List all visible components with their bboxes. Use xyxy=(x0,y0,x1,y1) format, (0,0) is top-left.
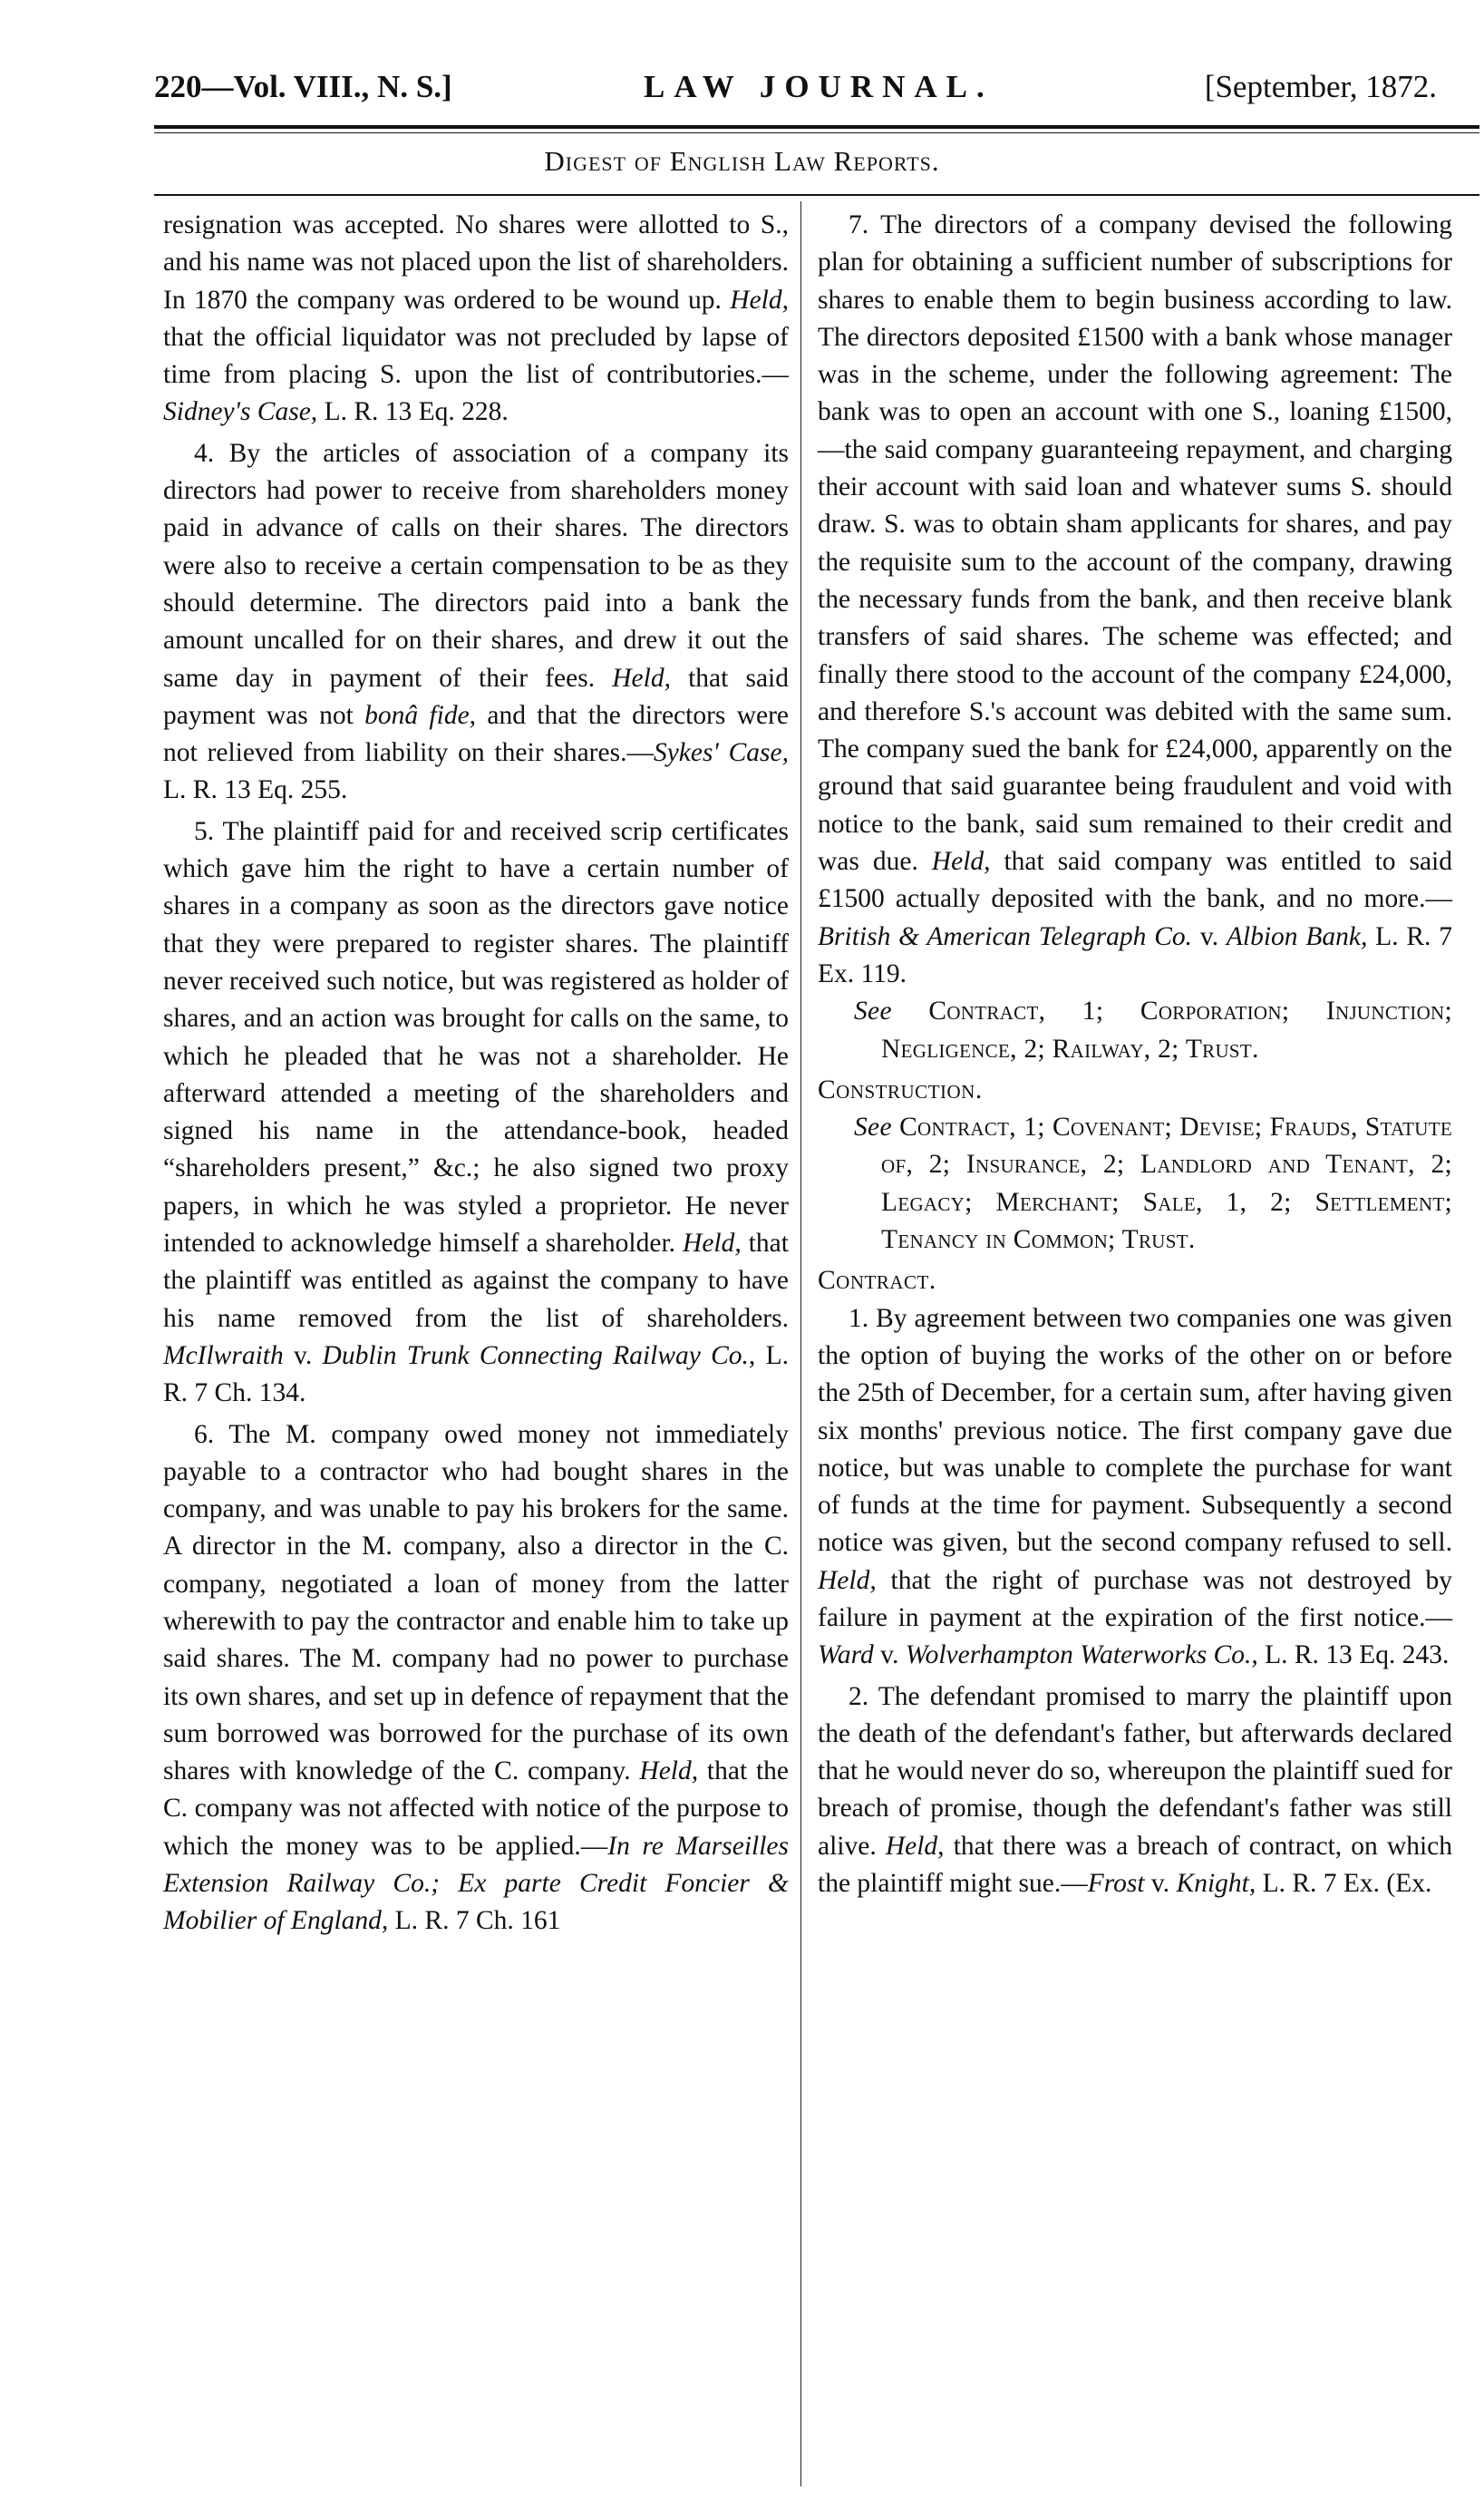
running-header xyxy=(154,62,1469,116)
text: that the official liquidator was not precluded by lapse of time from placing S. upon the list of contributories.— xyxy=(163,322,789,390)
versus: v. xyxy=(873,1640,906,1670)
held-label: Held, xyxy=(683,1229,742,1259)
versus: v. xyxy=(1144,1869,1177,1899)
contract-paragraph-1 xyxy=(818,1300,1452,1675)
text: and that the directors were not relieved from liability on their shares.— xyxy=(163,700,790,768)
held-label: Held, xyxy=(885,1831,945,1861)
text: 4. By the articles of association of a company its directors had power to receive from shareholders money paid in advance of calls on their shares. The directors were also to receive a certain compensation to be as they should determine. The directors paid into a bank the amount uncalled for on their shares, and drew it out the same day in payment of their fees. xyxy=(163,438,789,693)
text: 7. The directors of a company devised the following plan for obtaining a sufficient number of subscriptions for shares to enable them to begin business according to law. The directors deposited £1500 with a bank whose manager was in the scheme, under the following agreement: The bank was to open an account with one S., loaning £1500,—the said company guaranteeing repayment, and charging their account with said loan and whatever sums S. should draw. S. was to obtain sham applicants for shares, and pay the requisite sum to the account of the company, drawing the necessary funds from the bank, and then receive blank transfers of said shares. The scheme was effected; and finally there stood to the account of the company £24,000, and therefore S.'s account was debited with the same sum. The company sued the bank for £24,000, apparently on the ground that said guarantee being fraudulent and void with notice to the bank, said sum remained to their credit and was due. xyxy=(818,210,1452,877)
contract-paragraph-2 xyxy=(818,1678,1452,1903)
cross-reference xyxy=(818,1109,1452,1259)
cross-reference-list: Contract, 1; Covenant; Devise; Frauds, Statute of, 2; Insurance, 2; Landlord and Tenant, 2; Legacy; Merchant; Sale, 1, 2; Settlement; Tenancy in Common; Trust. xyxy=(881,1113,1452,1255)
text: 6. The M. company owed money not immediately payable to a contractor who had bought shares in the company, and was unable to pay his brokers for the same. A director in the M. company, also a director in the C. company, negotiated a loan of money from the latter wherewith to pay the contractor and enable him to take up said shares. The M. company had no power to purchase its own shares, and set up in defence of repayment that the sum borrowed was borrowed for the purchase of its own shares with knowledge of the C. company. xyxy=(163,1419,789,1786)
left-column xyxy=(163,207,789,1941)
section-title: Digest of English Law Reports. xyxy=(544,145,940,177)
header-journal-title: LAW JOURNAL. xyxy=(644,69,994,104)
case-citation: Sykes' Case, xyxy=(653,738,789,768)
text: that there was a breach of contract, on which the plaintiff might sue.— xyxy=(818,1831,1452,1899)
case-citation: Dublin Trunk Connecting Railway Co., xyxy=(322,1340,756,1370)
report-reference: L. R. 13 Eq. 243. xyxy=(1257,1640,1450,1670)
held-label: Held, xyxy=(730,285,789,315)
case-citation: Knight, xyxy=(1176,1869,1256,1899)
cross-reference xyxy=(818,993,1452,1068)
versus: v. xyxy=(1192,921,1227,951)
text: 1. By agreement between two companies one was given the option of buying the works of the other on or before the 25th of December, for a certain sum, after having given six months' previous notice. The first company gave due notice, but was unable to complete the purchase for want of funds at the time for payment. Subsequently a second notice was given, but the second company refused to sell. xyxy=(818,1303,1452,1558)
report-reference: L. R. 13 Eq. 228. xyxy=(317,397,509,427)
case-citation: In re Marseilles Extension Railway Co.; Ex parte Credit Foncier & Mobilier of England, xyxy=(163,1831,790,1936)
held-label: Held, xyxy=(931,847,991,877)
case-citation: McIlwraith xyxy=(163,1340,284,1370)
latin-phrase: bonâ fide, xyxy=(364,700,477,730)
paragraph-4 xyxy=(163,435,789,810)
text: that the C. company was not affected with notice of the purpose to which the money was to be applied.— xyxy=(163,1756,789,1861)
cross-reference-list: Contract, 1; Corporation; Injunction; Negligence, 2; Railway, 2; Trust. xyxy=(881,997,1452,1064)
held-label: Held, xyxy=(818,1565,877,1595)
report-reference: L. R. 13 Eq. 255. xyxy=(163,775,348,805)
right-column xyxy=(818,207,1452,1902)
report-reference: L. R. 7 Ch. 161 xyxy=(388,1906,561,1936)
column-divider xyxy=(800,201,801,2486)
header-rule-thin xyxy=(154,132,1479,133)
paragraph-3-continued xyxy=(163,207,789,432)
text: resignation was accepted. No shares were allotted to S., and his name was not placed upon the list of shareholders. In 1870 the company was ordered to be wound up. xyxy=(163,210,789,315)
text: that said company was entitled to said £1500 actually deposited with the bank, and no more.— xyxy=(818,847,1452,914)
text: 2. The defendant promised to marry the plaintiff upon the death of the defendant's father, but afterwards declared that he would never do so, whereupon the plaintiff sued for breach of promise, though the defendant's father was still alive. xyxy=(818,1681,1452,1861)
header-volume: 220—Vol. VIII., N. S.] xyxy=(154,69,452,104)
paragraph-7 xyxy=(818,207,1452,993)
paragraph-5 xyxy=(163,813,789,1413)
case-citation: Wolverhampton Waterworks Co., xyxy=(905,1640,1258,1670)
header-rule-thick xyxy=(154,125,1479,129)
section-rule xyxy=(154,194,1479,196)
report-reference: L. R. 7 Ex. 119. xyxy=(818,921,1452,988)
versus: v. xyxy=(283,1340,323,1370)
text: 5. The plaintiff paid for and received scrip certificates which gave him the right to have a certain number of shares in a company as soon as the directors gave notice that they were prepared to register shares. The plaintiff never received such notice, but was registered as holder of shares, and an action was brought for calls on the same, to which he pleaded that he was not a shareholder. He afterward attended a meeting of the shareholders and signed his name in the attendance-book, headed “shareholders present,” &c.; he also signed two proxy papers, in which he was styled a proprietor. He never intended to acknowledge himself a shareholder. xyxy=(163,816,789,1259)
case-citation: Sidney's Case, xyxy=(163,397,318,427)
header-date: [September, 1872. xyxy=(1204,69,1437,104)
heading-construction: Construction. xyxy=(818,1075,983,1104)
held-label: Held, xyxy=(612,663,671,693)
see-label: See xyxy=(854,997,892,1026)
held-label: Held, xyxy=(639,1756,699,1786)
heading-contract: Contract. xyxy=(818,1266,936,1296)
case-citation: British & American Telegraph Co. xyxy=(818,921,1193,951)
case-citation: Albion Bank, xyxy=(1226,921,1368,951)
text: that the plaintiff was entitled as against the company to have his name removed from the list of shareholders. xyxy=(163,1229,789,1333)
see-label: See xyxy=(854,1113,892,1143)
text: that the right of purchase was not destroyed by failure in payment at the expiration of the first notice.— xyxy=(818,1565,1452,1632)
case-citation: Frost xyxy=(1087,1869,1145,1899)
report-reference: L. R. 7 Ex. (Ex. xyxy=(1256,1869,1432,1899)
report-reference: L. R. 7 Ch. 134. xyxy=(163,1340,789,1408)
text: that said payment was not xyxy=(163,663,789,730)
case-citation: Ward xyxy=(818,1640,874,1670)
paragraph-6 xyxy=(163,1416,789,1941)
